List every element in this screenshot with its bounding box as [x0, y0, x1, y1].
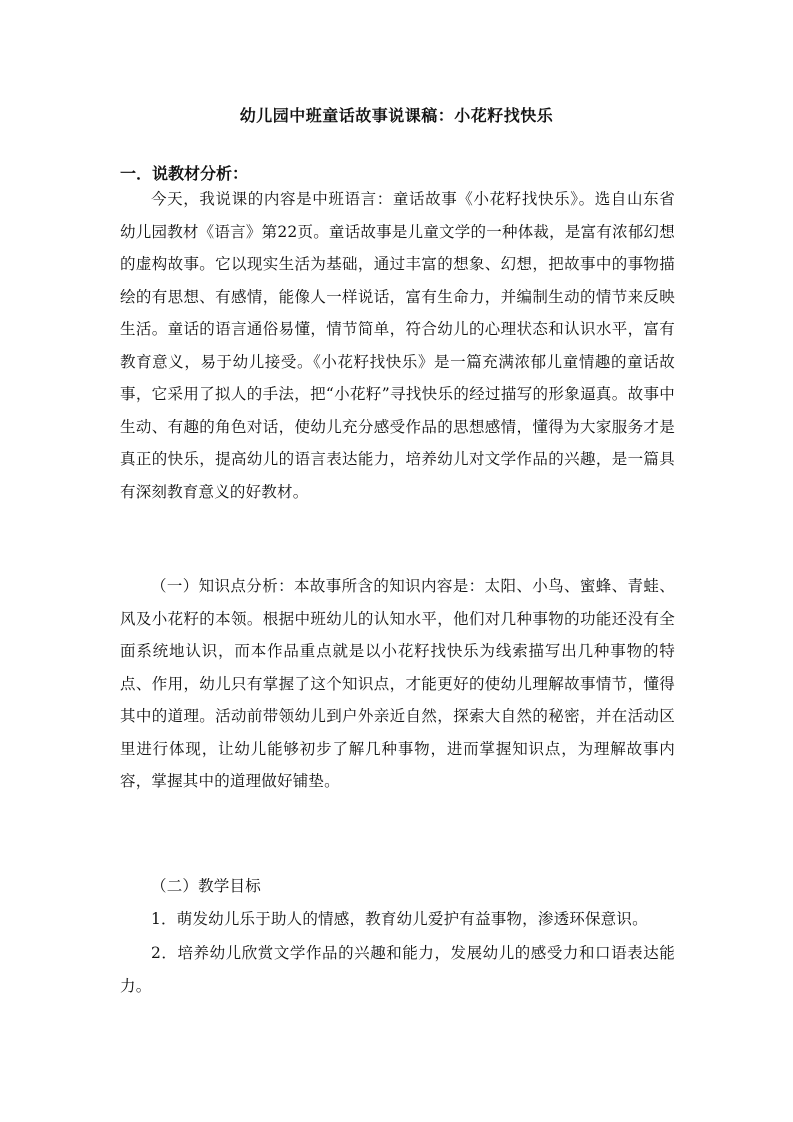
document-title: 幼儿园中班童话故事说课稿：小花籽找快乐 — [239, 106, 554, 125]
paragraph-goal-1: 1．萌发幼儿乐于助人的情感，教育幼儿爱护有益事物，渗透环保意识。 — [151, 910, 648, 928]
paragraph-goal-2: 2．培养幼儿欣赏文学作品的兴趣和能力，发展幼儿的感受力和口语表达能力。 — [120, 944, 675, 995]
paragraph-material-analysis: 今天，我说课的内容是中班语言：童话故事《小花籽找快乐》。选自山东省幼儿园教材《语言》第22页。童话故事是儿童文学的一种体裁，是富有浓郁幻想的虚构故事。它以现实生活为基础，通过丰富的想象、幻想，把故事中的事物描绘的有思想、有感情，能像人一样说话，富有生命力，并编制生动的情节来反映生活。童话的语言通俗易懂，情节简单，符合幼儿的心理状态和认识水平，富有教育意义，易于幼儿接受。《小花籽找快乐》是一篇充满浓郁儿童情趣的童话故事，它采用了拟人的手法，把“小花籽”寻找快乐的经过描写的形象逼真。故事中生动、有趣的角色对话，使幼儿充分感受作品的思想感情，懂得为大家服务才是真正的快乐，提高幼儿的语言表达能力，培养幼儿对文学作品的兴趣，是一篇具有深刻教育意义的好教材。 — [120, 190, 675, 501]
section-heading: 一．说教材分析： — [120, 164, 249, 183]
paragraph-teaching-goals-heading: （二）教学目标 — [151, 877, 261, 895]
paragraph-knowledge-analysis: （一）知识点分析：本故事所含的知识内容是：太阳、小鸟、蜜蜂、青蛙、风及小花籽的本领。根据中班幼儿的认知水平，他们对几种事物的功能还没有全面系统地认识，而本作品重点就是以小花籽找快乐为线索描写出几种事物的特点、作用，幼儿只有掌握了这个知识点，才能更好的使幼儿理解故事情节，懂得其中的道理。活动前带领幼儿到户外亲近自然，探索大自然的秘密，并在活动区里进行体现，让幼儿能够初步了解几种事物，进而掌握知识点，为理解故事内容，掌握其中的道理做好铺垫。 — [120, 577, 675, 790]
